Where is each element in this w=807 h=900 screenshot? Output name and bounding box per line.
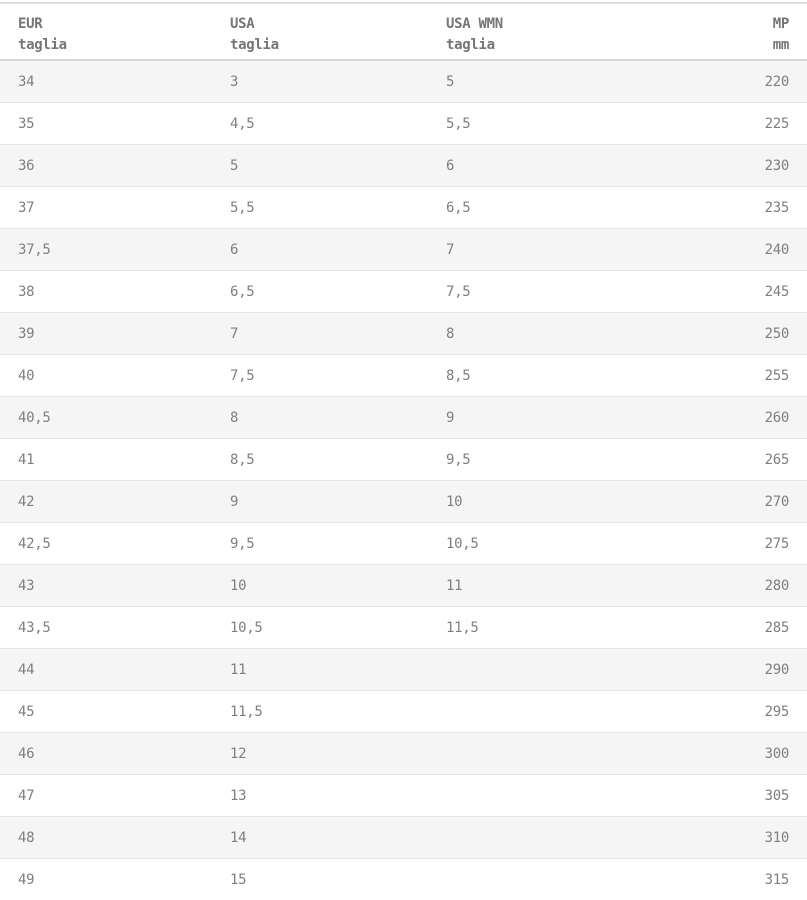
column-header-usa-wmn xyxy=(428,4,668,60)
table-cell-usa-wmn: 8 xyxy=(428,313,668,355)
table-cell-eur: 45 xyxy=(0,691,212,733)
table-row xyxy=(0,145,807,187)
table-cell-mp-mm: 270 xyxy=(668,481,807,523)
table-cell-usa-wmn: 5,5 xyxy=(428,103,668,145)
table-cell-usa-wmn xyxy=(428,691,668,733)
table-cell-usa: 11,5 xyxy=(212,691,428,733)
table-cell-eur: 41 xyxy=(0,439,212,481)
table-cell-eur: 37 xyxy=(0,187,212,229)
table-cell-usa: 15 xyxy=(212,859,428,900)
column-header-sublabel: taglia xyxy=(230,35,428,56)
table-cell-usa-wmn: 10,5 xyxy=(428,523,668,565)
table-cell-usa: 7,5 xyxy=(212,355,428,397)
table-cell-mp-mm: 310 xyxy=(668,817,807,859)
table-cell-usa-wmn: 8,5 xyxy=(428,355,668,397)
table-cell-usa: 10,5 xyxy=(212,607,428,649)
table-row xyxy=(0,187,807,229)
table-cell-mp-mm: 240 xyxy=(668,229,807,271)
table-row xyxy=(0,523,807,565)
table-cell-usa: 13 xyxy=(212,775,428,817)
table-cell-usa-wmn xyxy=(428,775,668,817)
table-row xyxy=(0,229,807,271)
table-row xyxy=(0,817,807,859)
table-cell-usa: 7 xyxy=(212,313,428,355)
table-cell-usa: 5 xyxy=(212,145,428,187)
table-cell-usa-wmn: 9 xyxy=(428,397,668,439)
table-cell-usa-wmn: 5 xyxy=(428,60,668,103)
table-row xyxy=(0,313,807,355)
table-cell-usa: 9,5 xyxy=(212,523,428,565)
table-cell-usa-wmn xyxy=(428,649,668,691)
table-cell-eur: 43,5 xyxy=(0,607,212,649)
table-cell-mp-mm: 300 xyxy=(668,733,807,775)
size-table-body xyxy=(0,60,807,900)
table-cell-usa: 3 xyxy=(212,60,428,103)
table-cell-eur: 39 xyxy=(0,313,212,355)
table-cell-usa-wmn: 11 xyxy=(428,565,668,607)
table-row xyxy=(0,397,807,439)
table-cell-usa: 11 xyxy=(212,649,428,691)
table-row xyxy=(0,691,807,733)
size-conversion-table xyxy=(0,2,807,900)
table-cell-mp-mm: 255 xyxy=(668,355,807,397)
table-cell-eur: 49 xyxy=(0,859,212,900)
table-cell-mp-mm: 260 xyxy=(668,397,807,439)
table-cell-eur: 43 xyxy=(0,565,212,607)
table-cell-usa: 14 xyxy=(212,817,428,859)
table-row xyxy=(0,271,807,313)
column-header-label: MP xyxy=(668,14,789,35)
table-row xyxy=(0,733,807,775)
table-header xyxy=(0,4,807,60)
table-row xyxy=(0,103,807,145)
table-cell-usa-wmn xyxy=(428,733,668,775)
table-cell-mp-mm: 280 xyxy=(668,565,807,607)
column-header-sublabel: taglia xyxy=(18,35,212,56)
table-cell-eur: 42,5 xyxy=(0,523,212,565)
table-row xyxy=(0,481,807,523)
table-cell-usa: 6 xyxy=(212,229,428,271)
table-cell-usa-wmn: 10 xyxy=(428,481,668,523)
table-cell-mp-mm: 290 xyxy=(668,649,807,691)
table-cell-mp-mm: 220 xyxy=(668,60,807,103)
table-cell-mp-mm: 230 xyxy=(668,145,807,187)
table-row xyxy=(0,355,807,397)
table-row xyxy=(0,565,807,607)
column-header-label: USA xyxy=(230,14,428,35)
table-cell-eur: 38 xyxy=(0,271,212,313)
table-cell-mp-mm: 305 xyxy=(668,775,807,817)
table-row xyxy=(0,439,807,481)
table-cell-mp-mm: 275 xyxy=(668,523,807,565)
table-row xyxy=(0,60,807,103)
table-row xyxy=(0,859,807,900)
table-cell-eur: 46 xyxy=(0,733,212,775)
table-cell-usa-wmn: 7 xyxy=(428,229,668,271)
table-cell-eur: 48 xyxy=(0,817,212,859)
table-cell-eur: 40,5 xyxy=(0,397,212,439)
column-header-label: USA WMN xyxy=(446,14,668,35)
column-header-sublabel: mm xyxy=(668,35,789,56)
column-header-mp-mm xyxy=(668,4,807,60)
column-header-sublabel: taglia xyxy=(446,35,668,56)
table-cell-eur: 37,5 xyxy=(0,229,212,271)
table-row xyxy=(0,775,807,817)
table-cell-mp-mm: 250 xyxy=(668,313,807,355)
column-header-usa xyxy=(212,4,428,60)
table-cell-eur: 35 xyxy=(0,103,212,145)
table-cell-usa-wmn: 7,5 xyxy=(428,271,668,313)
table-cell-usa-wmn: 11,5 xyxy=(428,607,668,649)
table-cell-usa: 8,5 xyxy=(212,439,428,481)
column-header-eur xyxy=(0,4,212,60)
table-cell-mp-mm: 315 xyxy=(668,859,807,900)
table-cell-eur: 44 xyxy=(0,649,212,691)
table-cell-usa-wmn xyxy=(428,859,668,900)
column-header-label: EUR xyxy=(18,14,212,35)
table-cell-eur: 36 xyxy=(0,145,212,187)
table-cell-usa: 6,5 xyxy=(212,271,428,313)
table-cell-usa: 8 xyxy=(212,397,428,439)
table-cell-mp-mm: 285 xyxy=(668,607,807,649)
table-cell-usa-wmn: 6,5 xyxy=(428,187,668,229)
table-cell-usa: 5,5 xyxy=(212,187,428,229)
table-cell-eur: 40 xyxy=(0,355,212,397)
table-row xyxy=(0,649,807,691)
table-cell-mp-mm: 225 xyxy=(668,103,807,145)
table-cell-mp-mm: 265 xyxy=(668,439,807,481)
header-row xyxy=(0,4,807,60)
size-chart xyxy=(0,4,807,900)
table-cell-usa: 12 xyxy=(212,733,428,775)
table-cell-mp-mm: 235 xyxy=(668,187,807,229)
table-cell-mp-mm: 295 xyxy=(668,691,807,733)
table-cell-mp-mm: 245 xyxy=(668,271,807,313)
table-cell-usa-wmn: 6 xyxy=(428,145,668,187)
table-cell-eur: 47 xyxy=(0,775,212,817)
table-cell-usa-wmn: 9,5 xyxy=(428,439,668,481)
table-cell-eur: 42 xyxy=(0,481,212,523)
table-cell-usa-wmn xyxy=(428,817,668,859)
table-cell-usa: 4,5 xyxy=(212,103,428,145)
table-row xyxy=(0,607,807,649)
table-cell-eur: 34 xyxy=(0,60,212,103)
table-cell-usa: 10 xyxy=(212,565,428,607)
table-cell-usa: 9 xyxy=(212,481,428,523)
